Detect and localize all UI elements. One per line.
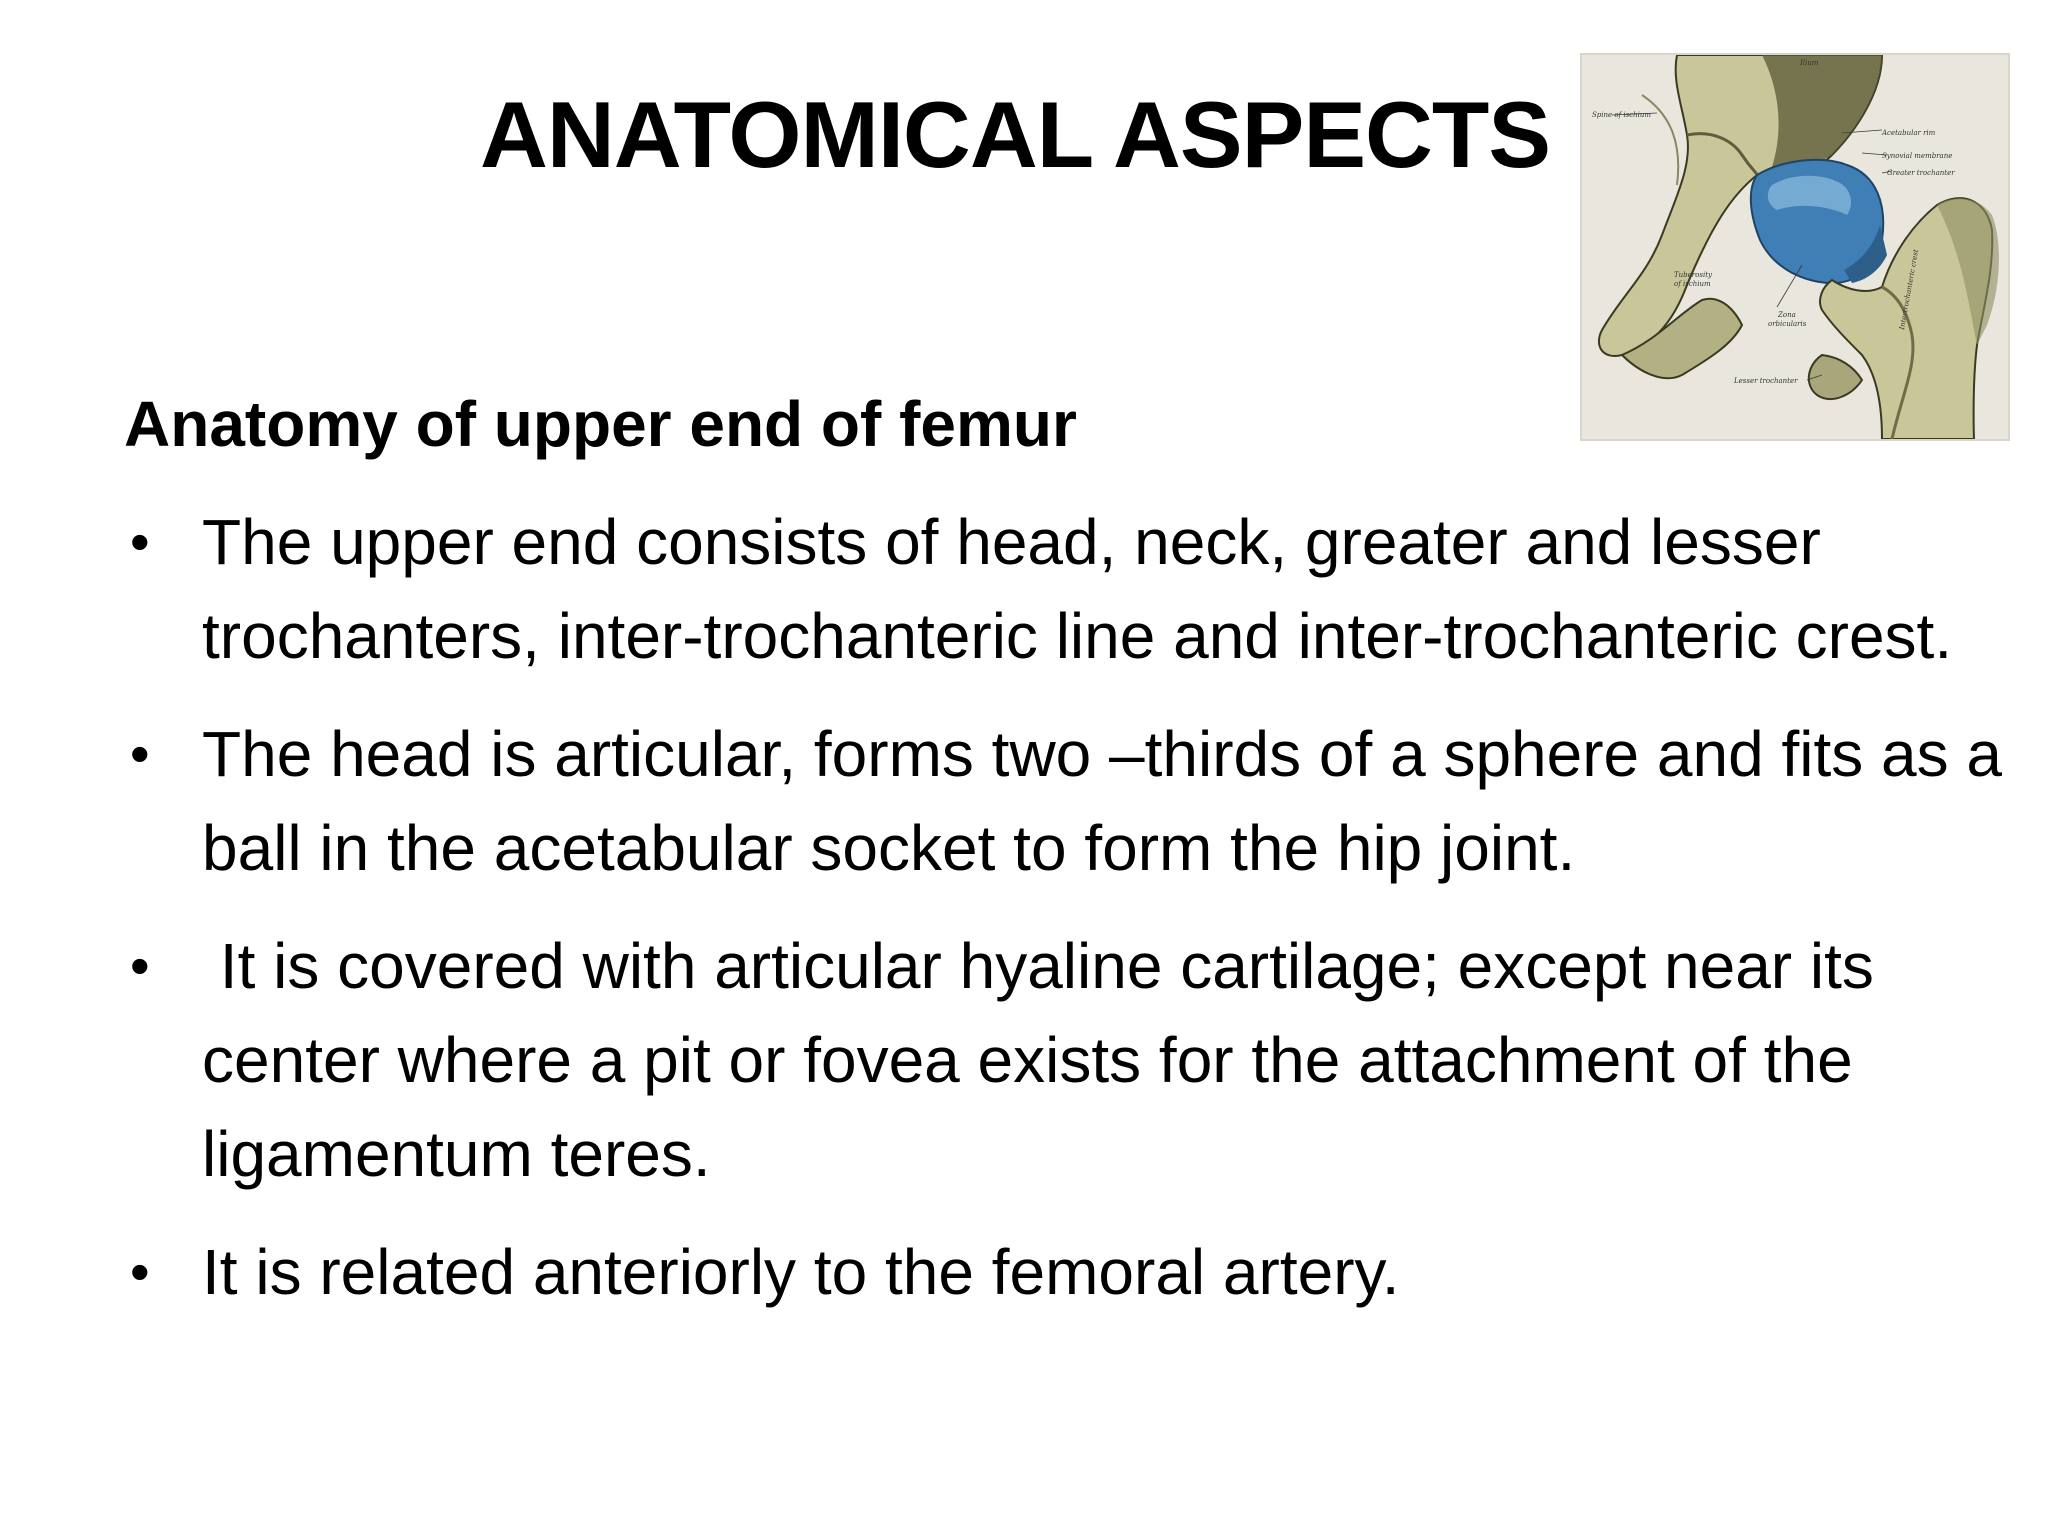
label-acetabular-rim: Acetabular rim — [1882, 129, 1936, 137]
label-zona-1: Zona — [1778, 311, 1796, 319]
label-intertrochanteric-crest: Intertrochanteric crest — [1898, 248, 1921, 331]
bullet-item — [124, 919, 2004, 1201]
label-lesser-trochanter: Lesser trochanter — [1734, 377, 1798, 385]
slide-title: ANATOMICAL ASPECTS — [480, 82, 1551, 187]
bullet-dot-icon: • — [130, 934, 150, 997]
bullet-dot-icon: • — [130, 722, 150, 785]
bullet-list — [124, 495, 2004, 1343]
hip-joint-drawing — [1582, 55, 2008, 439]
label-greater-trochanter: Greater trochanter — [1887, 169, 1955, 177]
bullet-text: It is related anteriorly to the femoral artery. — [202, 1236, 1400, 1308]
label-ilium: Ilium — [1800, 59, 1819, 67]
bullet-text: It is covered with articular hyaline cartilage; except near its center where a pit or fovea exists for the attachment of the ligamentum teres. — [202, 930, 1892, 1190]
label-tuberosity-1: Tuberosity — [1674, 271, 1712, 279]
bullet-dot-icon: • — [130, 1240, 150, 1303]
bullet-dot-icon: • — [130, 510, 150, 573]
bullet-item — [124, 495, 2004, 683]
label-spine-of-ischium: Spine of ischium — [1592, 111, 1652, 119]
bullet-text: The head is articular, forms two –thirds of a sphere and fits as a ball in the acetabular socket to form the hip joint. — [202, 718, 2002, 884]
bullet-item — [124, 1225, 2004, 1319]
bullet-text: The upper end consists of head, neck, greater and lesser trochanters, inter-trochanteric line and inter-trochanteric crest. — [202, 506, 1953, 672]
subheading: Anatomy of upper end of femur — [124, 388, 1077, 460]
hip-joint-illustration — [1580, 53, 2010, 441]
label-tuberosity-2: of ischium — [1674, 280, 1711, 288]
label-zona-2: orbicularis — [1768, 320, 1807, 328]
label-synovial-membrane: Synovial membrane — [1882, 152, 1953, 160]
bullet-item — [124, 707, 2004, 895]
